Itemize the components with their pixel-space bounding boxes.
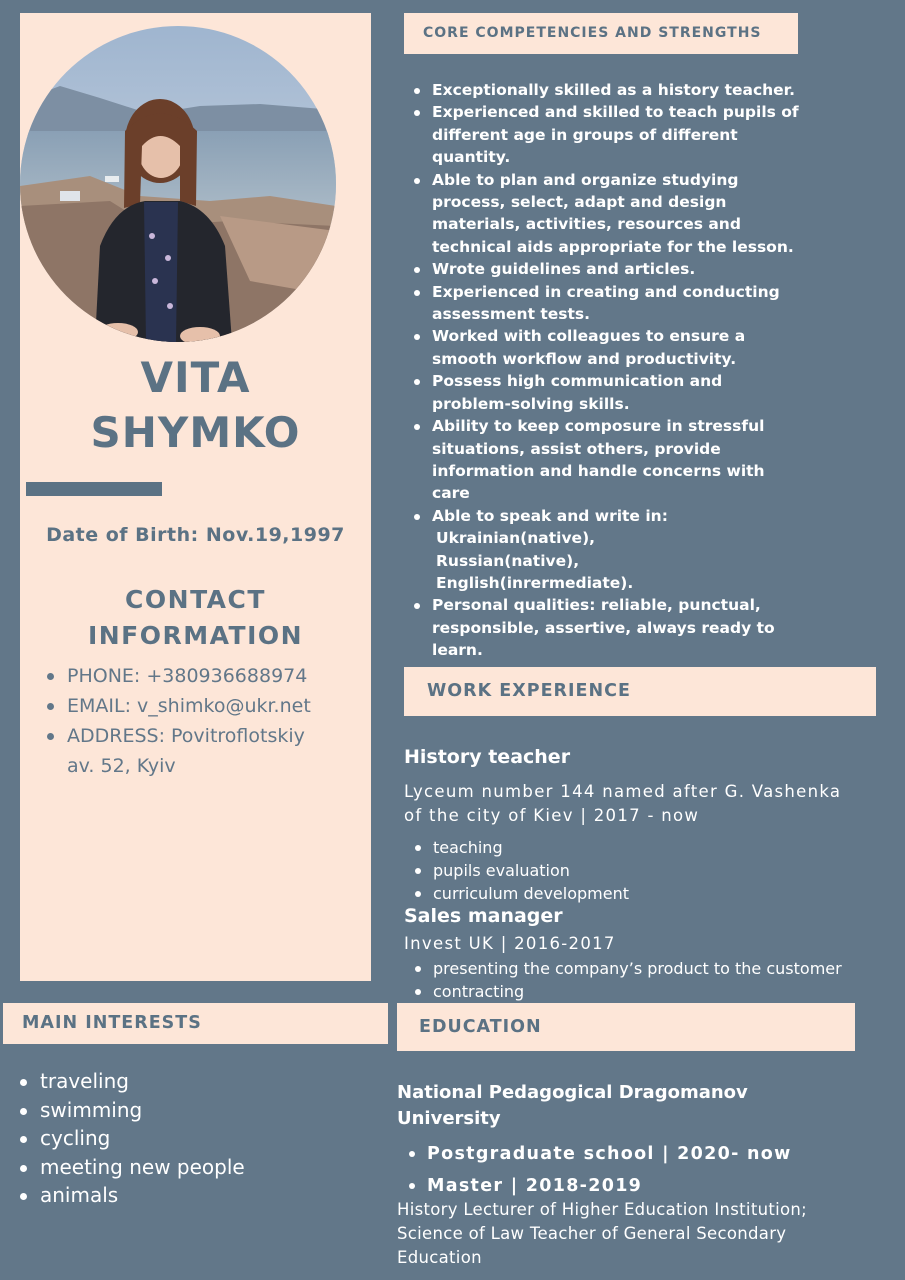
interest-item: swimming	[40, 1096, 245, 1125]
education-heading: EDUCATION	[397, 1003, 855, 1051]
core-item	[432, 505, 812, 595]
interest-item: meeting new people	[40, 1153, 245, 1182]
name-divider	[26, 482, 162, 496]
interest-item: cycling	[40, 1124, 245, 1153]
school-name	[397, 1080, 817, 1132]
core-list	[432, 79, 812, 662]
core-line: Experienced and skilled to teach pupils of	[432, 103, 799, 122]
school-name-line2: University	[397, 1108, 501, 1129]
contact-list	[67, 661, 367, 781]
interest-item: traveling	[40, 1067, 245, 1096]
core-item	[432, 281, 812, 326]
core-item	[432, 325, 812, 370]
first-name: VITA	[140, 353, 251, 402]
job1-place-line1: Lyceum number 144 named after G. Vashenka	[404, 782, 842, 801]
core-line: different age in groups of different	[432, 125, 738, 144]
education-description	[397, 1198, 867, 1270]
core-item	[432, 101, 812, 168]
portrait-image	[20, 26, 336, 342]
core-item	[432, 594, 812, 661]
education-desc-line3: Education	[397, 1248, 482, 1267]
core-heading: CORE COMPETENCIES AND STRENGTHS	[404, 13, 798, 54]
core-line: Experienced in creating and conducting	[432, 282, 780, 301]
job2-duties	[433, 957, 842, 1003]
contact-address-cont: av. 52, Kyiv	[67, 755, 176, 777]
job1-duties	[433, 836, 629, 905]
job1-duty: curriculum development	[433, 884, 629, 903]
contact-address: ADDRESS: Povitroflotskiy	[67, 721, 367, 751]
core-line: situations, assist others, provide	[432, 439, 721, 458]
job2-title: Sales manager	[404, 905, 563, 927]
core-line: information and handle concerns with	[432, 461, 765, 480]
core-line: Exceptionally skilled as a history teacher.	[432, 81, 796, 99]
school-name-line1: National Pedagogical Dragomanov	[397, 1082, 748, 1103]
work-heading: WORK EXPERIENCE	[404, 667, 876, 716]
core-line: responsible, assertive, always ready to	[432, 618, 775, 637]
core-item	[432, 415, 812, 505]
date-of-birth: Date of Birth: Nov.19,1997	[46, 524, 345, 546]
core-line: Able to plan and organize studying	[432, 170, 739, 189]
core-line: smooth workflow and productivity.	[432, 349, 737, 368]
profile-panel	[20, 13, 371, 981]
contact-heading-line2: INFORMATION	[87, 621, 304, 650]
degree-item: Postgraduate school | 2020- now	[427, 1138, 792, 1170]
core-item	[432, 258, 812, 280]
core-line: Wrote guidelines and articles.	[432, 260, 696, 279]
job2-place: Invest UK | 2016-2017	[404, 934, 616, 953]
core-line: Able to speak and write in:	[432, 506, 668, 525]
core-line: problem-solving skills.	[432, 394, 630, 413]
job2-duty: presenting the company’s product to the customer	[433, 959, 842, 978]
interest-item: animals	[40, 1181, 245, 1210]
contact-phone: PHONE: +380936688974	[67, 661, 367, 691]
language-ukrainian: Ukrainian(native),	[436, 529, 596, 548]
job1-title: History teacher	[404, 746, 571, 768]
job2-duty: contracting	[433, 980, 842, 1003]
job1-duty: pupils evaluation	[433, 859, 629, 882]
core-line: Possess high communication and	[432, 372, 723, 391]
core-line: process, select, adapt and design	[432, 193, 727, 212]
language-english: English(inrermediate).	[436, 573, 634, 592]
portrait-photo	[20, 26, 336, 342]
core-line: materials, activities, resources and	[432, 215, 741, 234]
education-desc-line2: Science of Law Teacher of General Secondary	[397, 1224, 787, 1243]
degree-item: Master | 2018-2019	[427, 1170, 792, 1202]
language-russian: Russian(native),	[436, 551, 580, 570]
core-line: Personal qualities: reliable, punctual,	[432, 596, 761, 615]
education-desc-line1: History Lecturer of Higher Education Institution;	[397, 1200, 808, 1219]
core-item	[432, 169, 812, 259]
core-line: technical aids appropriate for the lesson.	[432, 237, 794, 256]
core-line: assessment tests.	[432, 305, 591, 324]
job1-duty: teaching	[433, 836, 629, 859]
contact-heading-line1: CONTACT	[125, 585, 266, 614]
degrees-list	[427, 1138, 792, 1202]
core-line: quantity.	[432, 148, 511, 167]
interests-list	[40, 1067, 245, 1210]
core-item	[432, 370, 812, 415]
contact-heading	[20, 582, 371, 654]
interests-heading: MAIN INTERESTS	[3, 1003, 388, 1044]
core-line: Ability to keep composure in stressful	[432, 417, 765, 436]
contact-email: EMAIL: v_shimko@ukr.net	[67, 691, 367, 721]
last-name: SHYMKO	[90, 408, 301, 457]
core-line: care	[432, 484, 470, 503]
core-line: Worked with colleagues to ensure a	[432, 327, 746, 346]
core-line: learn.	[432, 641, 483, 660]
core-item	[432, 79, 812, 101]
job1-place-line2: of the city of Kiev | 2017 - now	[404, 806, 700, 825]
